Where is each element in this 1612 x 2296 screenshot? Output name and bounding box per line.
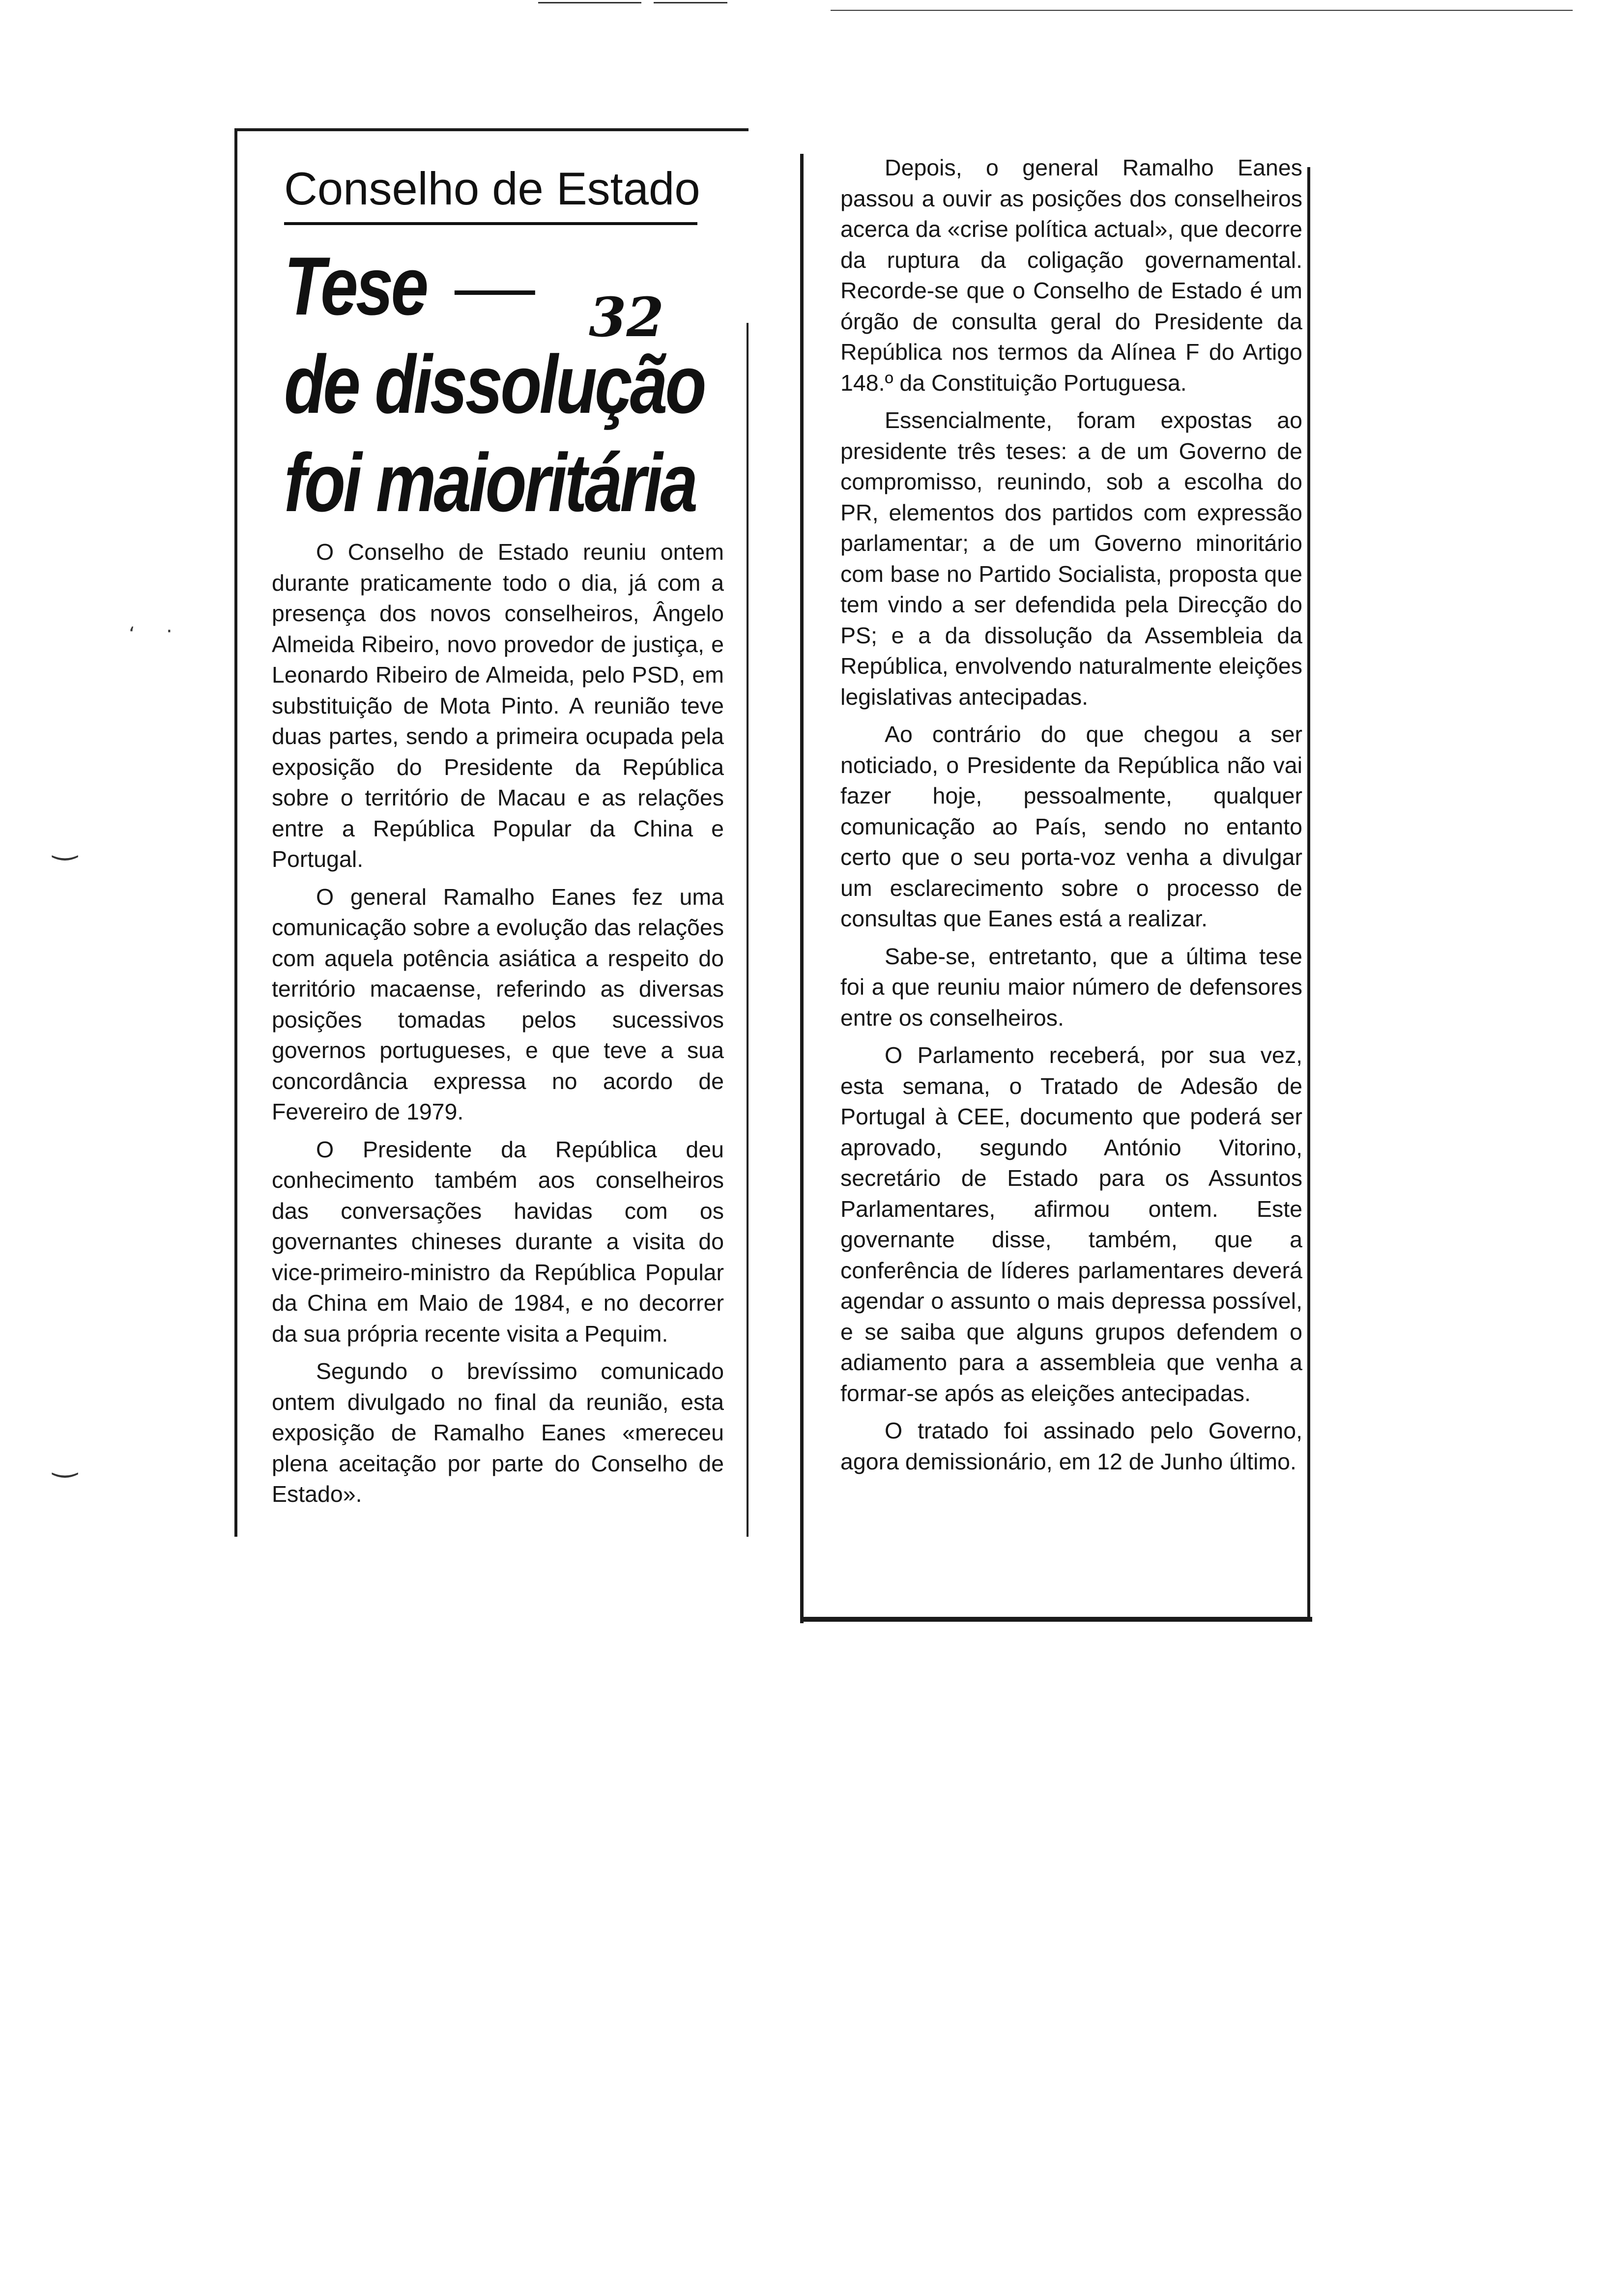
paragraph: O Conselho de Estado reuniu ontem durante praticamente todo o dia, já com a presença dos novos conselheiros, Ângelo Almeida Ribeiro, novo provedor de justiça, e Leonardo Ribeiro de Almeida, pelo PSD, em substituição de Mota Pinto. A reunião teve duas partes, sendo a primeira ocupada pela exposição do Presidente da República sobre o território de Macau e as relações entre a República Popular da China e Portugal.	[272, 539, 724, 872]
paragraph: O tratado foi assinado pelo Governo, agora demissionário, em 12 de Junho último.	[840, 1418, 1302, 1474]
scan-mark-top	[831, 10, 1573, 11]
scan-speck: ‿	[53, 827, 77, 861]
paragraph: Sabe-se, entretanto, que a última tese foi a que reuniu maior número de defensores entre os conselheiros.	[840, 943, 1302, 1031]
column-rule	[800, 154, 804, 1623]
scan-mark-top	[654, 2, 727, 3]
paragraph: O Parlamento receberá, por sua vez, esta semana, o Tratado de Adesão de Portugal à CEE, documento que poderá ser aprovado, segundo António Vitorino, secretário de Estado para os Assuntos Parlamentares, afirmou ontem. Este governante disse, também, que a conferência de líderes parlamentares deverá agendar o assunto o mais depressa possível, e se saiba que alguns grupos defendem o adiamento para a assembleia que venha a formar-se após as eleições antecipadas.	[840, 1042, 1302, 1406]
headline-line-3: foi maioritária	[284, 436, 696, 529]
column-rule	[747, 323, 748, 1537]
paragraph: Segundo o brevíssimo comunicado ontem divulgado no final da reunião, esta exposição de Ramalho Eanes «mereceu plena aceitação por parte do Conselho de Estado».	[272, 1358, 724, 1507]
headline	[284, 237, 704, 532]
scan-mark-top	[538, 2, 641, 3]
paragraph: Depois, o general Ramalho Eanes passou a ouvir as posições dos conselheiros acerca da «crise política actual», que decorre da ruptura da coligação governamental. Recorde-se que o Conselho de Estado é um órgão de consulta geral do Presidente da República nos termos da Alínea F do Artigo 148.º da Constituição Portuguesa.	[840, 155, 1302, 396]
headline-dash	[455, 290, 535, 295]
article-body-right	[840, 152, 1302, 1484]
handwritten-note: 32	[589, 286, 664, 349]
paragraph: O general Ramalho Eanes fez uma comunicação sobre a evolução das relações com aquela potência asiática a respeito do território macaense, referindo as diversas posições tomadas pelos sucessivos governos portugueses, e que teve a sua concordância expressa no acordo de Fevereiro de 1979.	[272, 884, 724, 1124]
column-rule	[1307, 167, 1310, 1622]
article-body-left	[272, 537, 724, 1517]
scan-speck: ʻ	[129, 623, 135, 646]
headline-line-2: de dissolução	[284, 338, 704, 430]
paragraph: O Presidente da República deu conhecimento também aos conselheiros das conversações havidas com os governantes chineses durante a visita do vice-primeiro-ministro da República Popular da China em Maio de 1984, e no decorrer da sua própria recente visita a Pequim.	[272, 1136, 724, 1347]
column-rule	[800, 1617, 1312, 1622]
paragraph: Ao contrário do que chegou a ser noticiado, o Presidente da República não vai fazer hoje, pessoalmente, qualquer comunicação ao País, sendo no entanto certo que o seu porta-voz venha a divulgar um esclarecimento sobre o processo de consultas que Eanes está a realizar.	[840, 721, 1302, 931]
scan-speck: ‿	[53, 1444, 77, 1478]
headline-line-1: Tese	[284, 237, 647, 335]
section-title-underline	[284, 222, 697, 225]
paragraph: Essencialmente, foram expostas ao presidente três teses: a de um Governo de compromisso, reunindo, sob a escolha do PR, elementos dos partidos com expressão parlamentar; a de um Governo minoritário com base no Partido Socialista, proposta que tem vindo a ser defendida pela Direcção do PS; e a da dissolução da Assembleia da República, envolvendo naturalmente eleições legislativas antecipadas.	[840, 407, 1302, 710]
scan-speck: ·	[166, 620, 173, 643]
section-title: Conselho de Estado	[284, 163, 700, 214]
